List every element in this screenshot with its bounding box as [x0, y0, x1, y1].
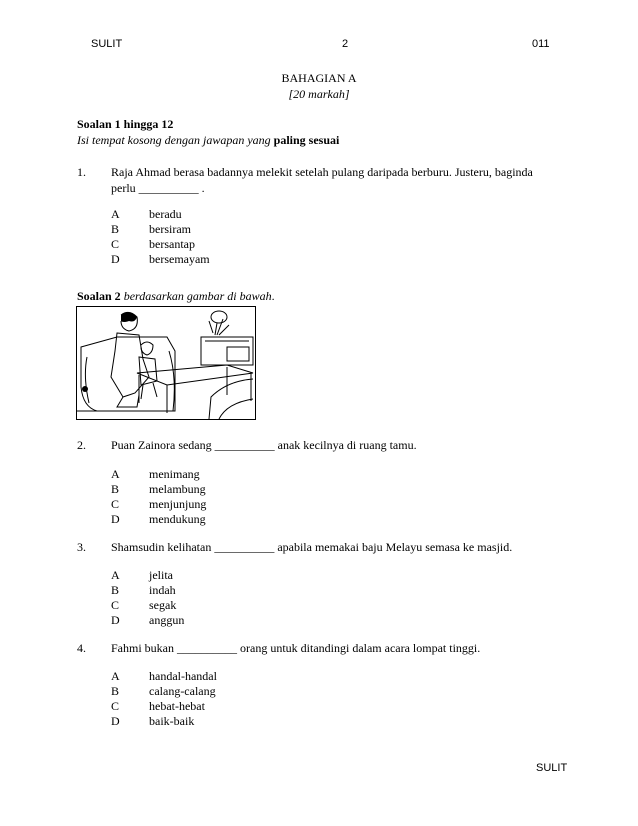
option-letter: D	[111, 512, 120, 526]
instruction-range: Soalan 1 hingga 12	[77, 117, 174, 131]
question-number: 2.	[77, 438, 86, 452]
option-text: menjunjung	[149, 497, 207, 511]
option-text: menimang	[149, 467, 200, 481]
q2-intro-italic: berdasarkan gambar di bawah	[120, 289, 272, 303]
instruction-line	[77, 133, 339, 148]
question-stem: Raja Ahmad berasa badannya melekit setelah pulang daripada berburu. Justeru, baginda	[111, 165, 533, 179]
header-right: 011	[532, 38, 550, 50]
option-text: handal-handal	[149, 669, 217, 683]
instruction-bold: paling sesuai	[273, 133, 340, 147]
option-text: melambung	[149, 482, 206, 496]
option-letter: A	[111, 467, 120, 481]
option-letter: B	[111, 222, 120, 236]
page-number: 2	[342, 38, 349, 50]
header-left: SULIT	[91, 38, 123, 50]
q2-intro-tail: .	[271, 289, 275, 303]
footer-right: SULIT	[536, 762, 568, 774]
option-text: calang-calang	[149, 684, 216, 698]
option-text: segak	[149, 598, 177, 612]
option-text: baik-baik	[149, 714, 195, 728]
question-stem: Puan Zainora sedang __________ anak kecilnya di ruang tamu.	[111, 438, 417, 452]
question-number: 3.	[77, 540, 86, 554]
option-letter: C	[111, 497, 120, 511]
option-letter: D	[111, 714, 120, 728]
option-text: anggun	[149, 613, 185, 627]
option-text: bersemayam	[149, 252, 210, 266]
instruction-prefix: Isi tempat kosong dengan jawapan yang	[77, 133, 274, 147]
option-letter: C	[111, 598, 120, 612]
option-text: bersantap	[149, 237, 195, 251]
option-letter: B	[111, 583, 120, 597]
option-text: beradu	[149, 207, 182, 221]
question-stem: Shamsudin kelihatan __________ apabila memakai baju Melayu semasa ke masjid.	[111, 540, 513, 554]
option-letter: A	[111, 669, 120, 683]
option-letter: D	[111, 613, 120, 627]
q2-intro-bold: Soalan 2	[77, 289, 121, 303]
section-title: BAHAGIAN A	[281, 71, 357, 85]
option-letter: C	[111, 699, 120, 713]
option-text: hebat-hebat	[149, 699, 205, 713]
option-letter: A	[111, 207, 120, 221]
q2-intro	[77, 289, 275, 304]
option-text: mendukung	[149, 512, 206, 526]
option-letter: D	[111, 252, 120, 266]
option-text: indah	[149, 583, 176, 597]
option-text: jelita	[149, 568, 173, 582]
illustration-mother-child	[76, 306, 256, 420]
option-letter: B	[111, 482, 120, 496]
question-stem: Fahmi bukan __________ orang untuk ditandingi dalam acara lompat tinggi.	[111, 641, 481, 655]
option-letter: B	[111, 684, 120, 698]
living-room-drawing	[77, 307, 255, 419]
option-letter: A	[111, 568, 120, 582]
option-letter: C	[111, 237, 120, 251]
question-stem: perlu __________ .	[111, 181, 205, 195]
option-text: bersiram	[149, 222, 191, 236]
question-number: 1.	[77, 165, 86, 179]
question-number: 4.	[77, 641, 86, 655]
section-marks: [20 markah]	[288, 87, 350, 101]
